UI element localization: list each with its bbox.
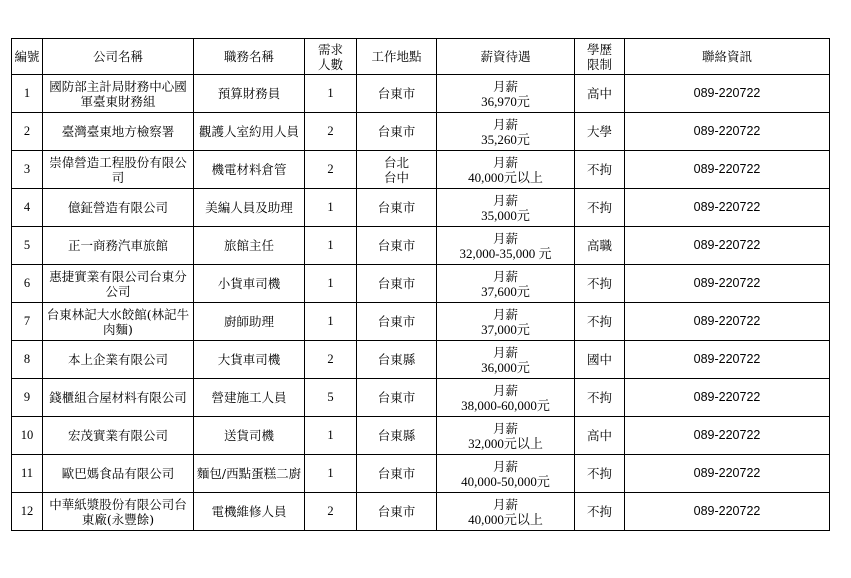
salary-amount: 36,970元 [481,93,530,109]
salary-type: 月薪 [492,420,518,436]
header-no: 編號 [12,39,43,75]
salary-type: 月薪 [492,230,518,246]
cell-education: 不拘 [575,379,625,417]
salary-amount: 32,000元以上 [468,435,543,451]
table-row [12,417,830,455]
salary-amount: 37,000元 [481,321,530,337]
cell-no: 7 [12,303,43,341]
header-company: 公司名稱 [43,39,194,75]
cell-no: 6 [12,265,43,303]
cell-contact-phone: 089-220722 [625,455,830,493]
cell-count: 1 [305,303,357,341]
cell-location: 台東市 [357,75,437,113]
cell-education: 大學 [575,113,625,151]
cell-education: 國中 [575,341,625,379]
cell-education: 不拘 [575,303,625,341]
cell-no: 2 [12,113,43,151]
table-row [12,189,830,227]
company-name: 台東林記大水餃館(林記牛肉麵) [46,306,190,337]
job-title: 大貨車司機 [217,352,281,367]
cell-salary [437,151,575,189]
cell-salary [437,493,575,531]
cell-education: 不拘 [575,189,625,227]
salary-amount: 40,000-50,000元 [461,473,550,489]
header-count-line1: 需求 [317,41,343,57]
job-listings-table [11,38,830,531]
cell-contact-phone: 089-220722 [625,417,830,455]
cell-contact-phone: 089-220722 [625,341,830,379]
salary-type: 月薪 [492,154,518,170]
cell-job [194,265,305,303]
header-row [12,39,830,75]
header-education [575,39,625,75]
cell-job [194,227,305,265]
header-location: 工作地點 [357,39,437,75]
cell-location: 台東市 [357,189,437,227]
table-row [12,265,830,303]
salary-amount: 40,000元以上 [468,169,543,185]
salary-type: 月薪 [492,306,518,322]
cell-salary [437,189,575,227]
cell-location: 台北 台中 [357,151,437,189]
salary-amount: 36,000元 [481,359,530,375]
table-row [12,151,830,189]
salary-type: 月薪 [492,192,518,208]
company-name: 本上企業有限公司 [67,352,168,367]
salary-type: 月薪 [492,496,518,512]
company-name: 臺灣臺東地方檢察署 [61,124,175,139]
cell-count: 5 [305,379,357,417]
cell-contact-phone: 089-220722 [625,189,830,227]
cell-salary [437,75,575,113]
job-title: 電機維修人員 [211,504,287,519]
cell-location: 台東市 [357,227,437,265]
cell-company [43,265,194,303]
company-name: 歐巴媽食品有限公司 [61,466,175,481]
job-title: 廚師助理 [223,314,274,329]
cell-salary [437,265,575,303]
header-count [305,39,357,75]
cell-company [43,417,194,455]
cell-no: 5 [12,227,43,265]
table-row [12,455,830,493]
cell-company [43,493,194,531]
cell-no: 3 [12,151,43,189]
cell-job [194,493,305,531]
company-name: 惠捷實業有限公司台東分公司 [49,268,187,299]
cell-count: 1 [305,455,357,493]
cell-no: 10 [12,417,43,455]
cell-company [43,189,194,227]
cell-contact-phone: 089-220722 [625,265,830,303]
job-title: 送貨司機 [223,428,274,443]
cell-count: 2 [305,113,357,151]
cell-salary [437,379,575,417]
cell-salary [437,417,575,455]
cell-count: 1 [305,189,357,227]
company-name: 宏茂實業有限公司 [67,428,168,443]
cell-job [194,379,305,417]
job-title: 旅館主任 [223,238,274,253]
cell-location: 台東縣 [357,417,437,455]
cell-contact-phone: 089-220722 [625,493,830,531]
cell-job [194,341,305,379]
cell-contact-phone: 089-220722 [625,113,830,151]
cell-education: 不拘 [575,455,625,493]
salary-type: 月薪 [492,344,518,360]
cell-education: 不拘 [575,151,625,189]
salary-type: 月薪 [492,268,518,284]
cell-no: 9 [12,379,43,417]
cell-education: 不拘 [575,493,625,531]
cell-count: 1 [305,417,357,455]
header-contact: 聯絡資訊 [625,39,830,75]
job-title: 觀護人室約用人員 [198,124,299,139]
cell-location: 台東市 [357,455,437,493]
cell-education: 高職 [575,227,625,265]
cell-contact-phone: 089-220722 [625,151,830,189]
salary-type: 月薪 [492,78,518,94]
header-job: 職務名稱 [194,39,305,75]
cell-job [194,189,305,227]
cell-count: 1 [305,75,357,113]
cell-count: 2 [305,493,357,531]
cell-job [194,113,305,151]
salary-amount: 37,600元 [481,283,530,299]
cell-job [194,151,305,189]
company-name: 中華紙漿股份有限公司台東廠(永豐餘) [49,496,187,527]
cell-no: 8 [12,341,43,379]
cell-no: 1 [12,75,43,113]
cell-contact-phone: 089-220722 [625,303,830,341]
cell-salary [437,113,575,151]
table-row [12,379,830,417]
company-name: 崇偉營造工程股份有限公司 [49,154,187,185]
header-salary: 薪資待遇 [437,39,575,75]
cell-no: 12 [12,493,43,531]
salary-amount: 38,000-60,000元 [461,397,550,413]
cell-company [43,379,194,417]
cell-job [194,75,305,113]
salary-amount: 35,260元 [481,131,530,147]
cell-location: 台東縣 [357,341,437,379]
salary-amount: 32,000-35,000 元 [459,245,552,261]
cell-company [43,341,194,379]
job-title: 營建施工人員 [211,390,287,405]
cell-count: 1 [305,227,357,265]
job-title: 小貨車司機 [217,276,281,291]
salary-amount: 35,000元 [481,207,530,223]
cell-location: 台東市 [357,113,437,151]
cell-company [43,151,194,189]
company-name: 正一商務汽車旅館 [67,238,168,253]
cell-location: 台東市 [357,379,437,417]
header-edu-line1: 學歷 [586,41,612,57]
cell-location: 台東市 [357,303,437,341]
salary-type: 月薪 [492,458,518,474]
company-name: 錢櫃組合屋材料有限公司 [49,390,187,405]
cell-no: 11 [12,455,43,493]
cell-company [43,227,194,265]
cell-contact-phone: 089-220722 [625,227,830,265]
company-name: 國防部主計局財務中心國軍臺東財務組 [49,78,187,109]
cell-job [194,417,305,455]
table-row [12,227,830,265]
cell-education: 高中 [575,417,625,455]
cell-no: 4 [12,189,43,227]
cell-count: 1 [305,265,357,303]
job-title: 機電材料倉管 [211,162,287,177]
cell-location: 台東市 [357,493,437,531]
cell-salary [437,303,575,341]
cell-location: 台東市 [357,265,437,303]
cell-company [43,455,194,493]
table-row [12,75,830,113]
cell-job [194,455,305,493]
table-row [12,303,830,341]
cell-salary [437,455,575,493]
table-row [12,113,830,151]
job-title: 美編人員及助理 [205,200,293,215]
cell-job [194,303,305,341]
header-count-line2: 人數 [317,56,343,72]
job-title: 預算財務員 [217,86,281,101]
cell-count: 2 [305,341,357,379]
job-title: 麵包/西點蛋糕二廚 [196,466,302,481]
cell-salary [437,227,575,265]
salary-amount: 40,000元以上 [468,511,543,527]
cell-company [43,113,194,151]
salary-type: 月薪 [492,382,518,398]
header-edu-line2: 限制 [586,56,612,72]
cell-contact-phone: 089-220722 [625,379,830,417]
company-name: 億鉦營造有限公司 [67,200,168,215]
cell-company [43,75,194,113]
cell-salary [437,341,575,379]
table-row [12,493,830,531]
salary-type: 月薪 [492,116,518,132]
cell-count: 2 [305,151,357,189]
cell-contact-phone: 089-220722 [625,75,830,113]
cell-education: 不拘 [575,265,625,303]
cell-company [43,303,194,341]
cell-education: 高中 [575,75,625,113]
table-row [12,341,830,379]
